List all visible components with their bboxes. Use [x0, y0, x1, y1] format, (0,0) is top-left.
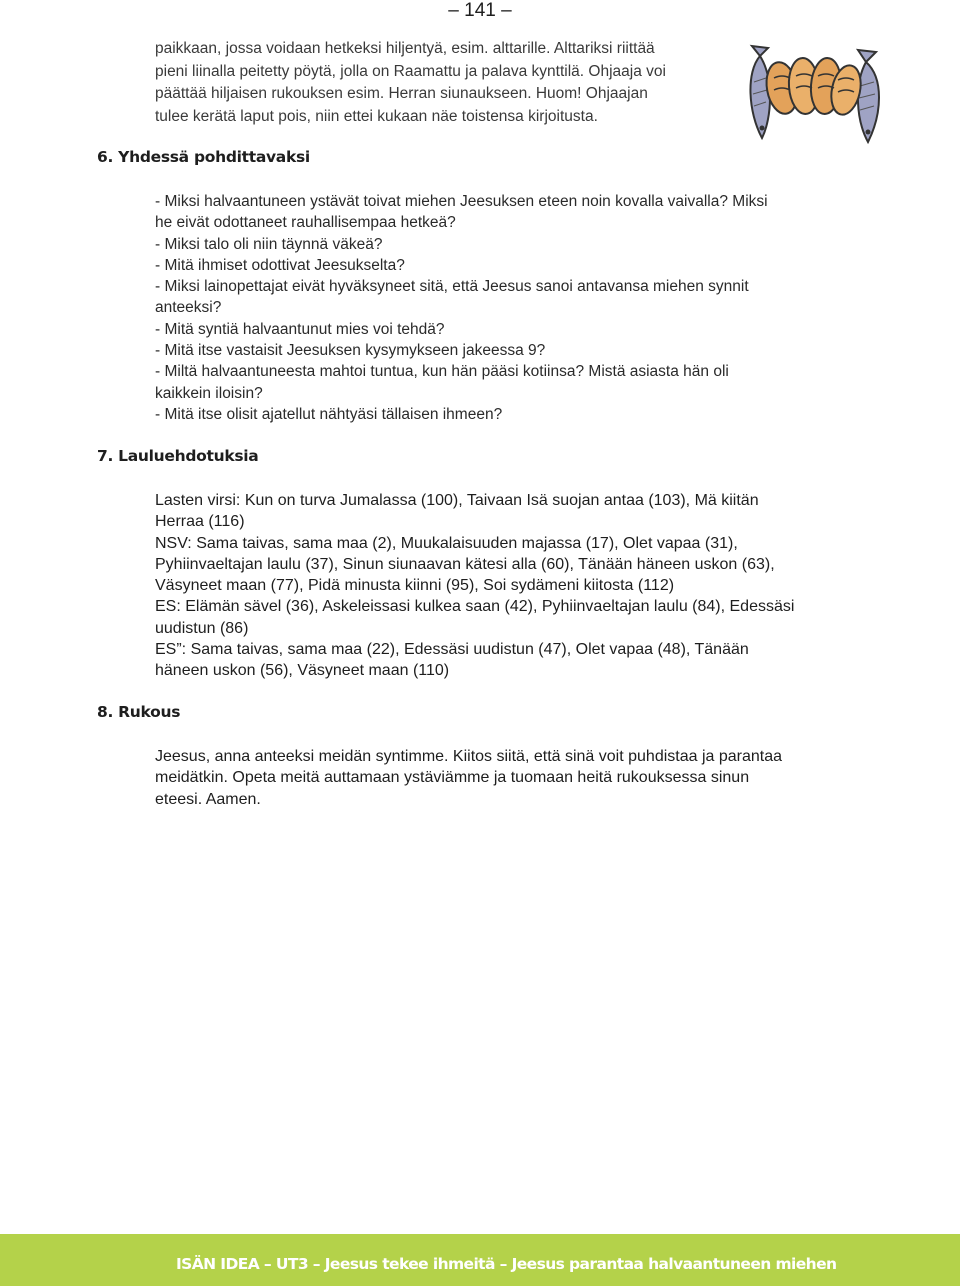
song-line: Pyhiinvaeltajan laulu (37), Sinun siunaavan kätesi alla (60), Tänään häneen uskon (63),: [155, 555, 775, 573]
intro-line: paikkaan, jossa voidaan hetkeksi hiljentyä, esim. alttarille. Alttariksi riittää: [155, 40, 655, 57]
bread-loaves-icon: [763, 57, 865, 117]
section-heading-discussion: 6. Yhdessä pohdittavaksi: [97, 148, 310, 166]
song-line: uudistun (86): [155, 619, 249, 637]
question-line: - Miltä halvaantuneesta mahtoi tuntua, kun hän pääsi kotiinsa? Mistä asiasta hän oli: [155, 363, 729, 381]
question-line: - Miksi halvaantuneen ystävät toivat miehen Jeesuksen eteen noin kovalla vaivalla? Miksi: [155, 193, 768, 210]
question-line: - Mitä itse vastaisit Jeesuksen kysymykseen jakeessa 9?: [155, 342, 546, 360]
question-line: - Mitä syntiä halvaantunut mies voi tehdä?: [155, 320, 445, 338]
question-line: - Mitä itse olisit ajatellut nähtyäsi tällaisen ihmeen?: [155, 405, 503, 423]
page-number: – 141 –: [448, 0, 512, 21]
question-line: he eivät odottaneet rauhallisempaa hetkeä?: [155, 214, 456, 232]
section-heading-prayer: 8. Rukous: [97, 703, 181, 721]
discussion-questions: [155, 191, 845, 425]
prayer-line: eteesi. Aamen.: [155, 790, 261, 808]
question-line: - Miksi talo oli niin täynnä väkeä?: [155, 235, 383, 253]
intro-line: pieni liinalla peitetty pöytä, jolla on Raamattu ja palava kynttilä. Ohjaaja voi: [155, 62, 666, 80]
question-line: - Miksi lainopettajat eivät hyväksyneet sitä, että Jeesus sanoi antavansa miehen synnit: [155, 278, 749, 296]
song-line: Lasten virsi: Kun on turva Jumalassa (100), Taivaan Isä suojan antaa (103), Mä kiitän: [155, 492, 759, 509]
prayer-line: meidätkin. Opeta meitä auttamaan ystäviämme ja tuomaan heitä rukouksessa sinun: [155, 769, 750, 787]
question-line: - Mitä ihmiset odottivat Jeesukselta?: [155, 256, 405, 274]
intro-paragraph: [155, 38, 735, 128]
right-fish-icon: [858, 50, 879, 142]
prayer-text: [155, 746, 845, 810]
question-line: anteeksi?: [155, 299, 222, 317]
song-line: NSV: Sama taivas, sama maa (2), Muukalaisuuden majassa (17), Olet vapaa (31),: [155, 534, 738, 552]
song-line: ES: Elämän sävel (36), Askeleissasi kulkea saan (42), Pyhiinvaeltajan laulu (84), Edessäsi: [155, 598, 795, 616]
footer-title: ISÄN IDEA – UT3 – Jeesus tekee ihmeitä – Jeesus parantaa halvaantuneen miehen: [176, 1255, 837, 1273]
song-line: Väsyneet maan (77), Pidä minusta kiinni (95), Soi sydämeni kiitosta (112): [155, 577, 675, 595]
prayer-line: Jeesus, anna anteeksi meidän syntimme. Kiitos siitä, että sinä voit puhdistaa ja parantaa: [155, 748, 783, 765]
question-line: kaikkein iloisin?: [155, 384, 263, 402]
section-heading-songs: 7. Lauluehdotuksia: [97, 447, 259, 465]
intro-line: päättää hiljaisen rukouksen esim. Herran siunaukseen. Huom! Ohjaajan: [155, 85, 648, 102]
intro-line: tulee kerätä laput pois, niin ettei kukaan näe toistensa kirjoitusta.: [155, 107, 598, 125]
song-line: Herraa (116): [155, 513, 245, 531]
song-suggestions: [155, 490, 845, 682]
loaves-and-fishes-icon: [738, 42, 890, 150]
song-line: ES”: Sama taivas, sama maa (22), Edessäsi uudistun (47), Olet vapaa (48), Tänään: [155, 641, 749, 659]
song-line: häneen uskon (56), Väsyneet maan (110): [155, 662, 450, 680]
